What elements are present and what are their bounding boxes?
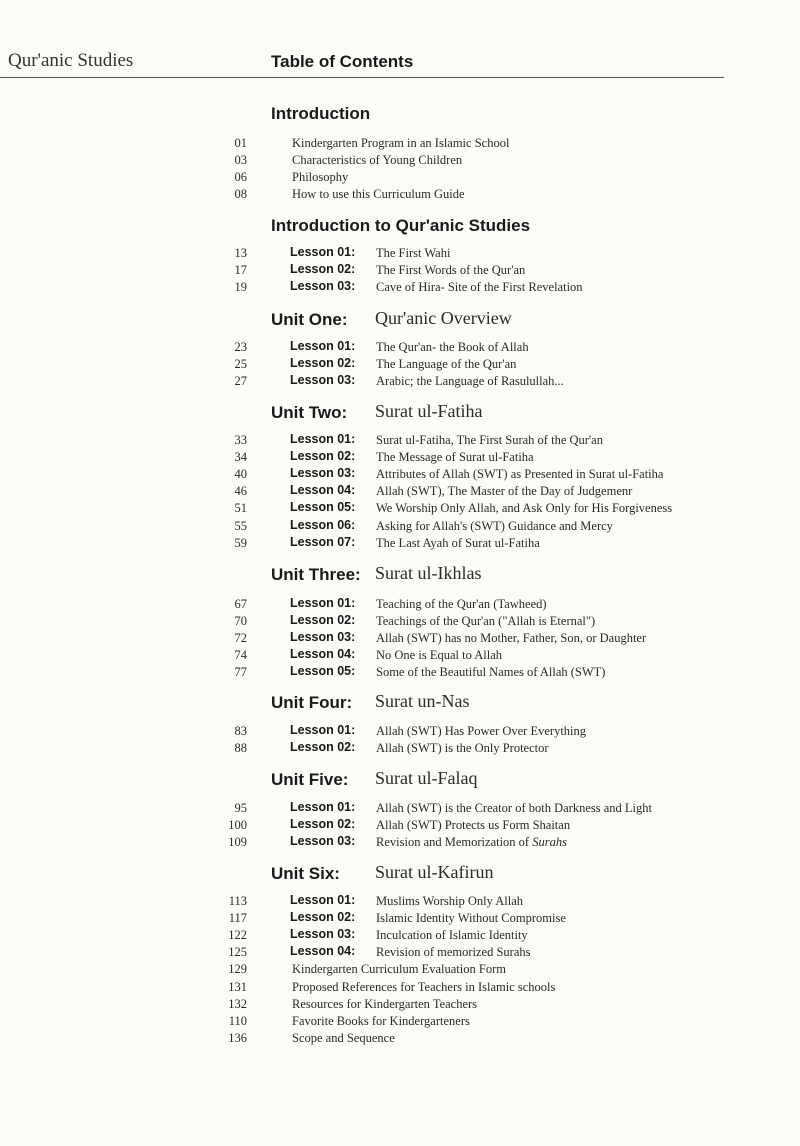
toc-lesson-label: Lesson 02:: [290, 613, 356, 628]
toc-entry[interactable]: [0, 536, 760, 553]
toc-entry[interactable]: [0, 433, 760, 450]
section-heading: [271, 691, 470, 717]
toc-entry[interactable]: [0, 467, 760, 484]
toc-entry-title: Muslims Worship Only Allah: [376, 894, 524, 908]
toc-entry-title: Resources for Kindergarten Teachers: [292, 996, 478, 1011]
toc-page-number: 34: [234, 450, 247, 465]
toc-entry[interactable]: [0, 263, 760, 280]
toc-entry[interactable]: [0, 835, 760, 852]
toc-entry[interactable]: [0, 357, 760, 374]
section-subtitle: Qur'anic Overview: [375, 308, 512, 328]
toc-page-number: 70: [234, 614, 247, 629]
toc-entry[interactable]: [0, 1014, 760, 1031]
toc-entry[interactable]: [0, 170, 760, 187]
toc-entry-title: Asking for Allah's (SWT) Guidance and Mercy: [376, 518, 613, 533]
toc-page-number: 40: [234, 467, 247, 482]
section-heading: [271, 563, 482, 589]
toc-entry-title: Attributes of Allah (SWT) as Presented in Surat ul-Fatiha: [376, 467, 664, 482]
toc-entry-title: Teaching of the Qur'an (Tawheed): [376, 597, 547, 611]
section-heading: [271, 308, 512, 334]
toc-page-number: 77: [234, 665, 247, 680]
toc-entry-title: No One is Equal to Allah: [376, 648, 503, 663]
toc-entry-title: Allah (SWT) is the Creator of both Darkness and Light: [376, 801, 652, 815]
toc-lesson-label: Lesson 04:: [290, 944, 356, 959]
toc-entry[interactable]: [0, 340, 760, 357]
toc-lesson-label: Lesson 01:: [290, 893, 356, 907]
toc-page-number: 113: [228, 894, 247, 908]
toc-entry[interactable]: [0, 597, 760, 614]
toc-entry-title: We Worship Only Allah, and Ask Only for His Forgiveness: [376, 501, 673, 516]
toc-lesson-label: Lesson 03:: [290, 373, 356, 388]
toc-entry[interactable]: [0, 997, 760, 1014]
toc-page-number: 03: [234, 153, 247, 168]
toc-page-number: 100: [228, 818, 247, 833]
toc-page-number: 117: [228, 911, 247, 926]
toc-entry[interactable]: [0, 801, 760, 818]
toc-entry[interactable]: [0, 450, 760, 467]
toc-lesson-label: Lesson 02:: [290, 910, 356, 925]
toc-lesson-label: Lesson 01:: [290, 339, 356, 353]
toc-entry-title: How to use this Curriculum Guide: [292, 187, 465, 202]
toc-page-number: 46: [234, 484, 247, 499]
running-header-title: Qur'anic Studies: [8, 50, 134, 71]
toc-entry[interactable]: [0, 1031, 760, 1048]
section-subtitle: Surat ul-Ikhlas: [375, 563, 482, 583]
toc-page-number: 95: [234, 801, 247, 815]
toc-page-number: 19: [234, 280, 247, 295]
toc-page-number: 06: [234, 170, 247, 185]
toc-entry[interactable]: [0, 246, 760, 263]
toc-entry-title: Allah (SWT) Protects us Form Shaitan: [376, 818, 571, 833]
toc-page-number: 17: [234, 263, 247, 278]
toc-lesson-label: Lesson 02:: [290, 817, 356, 832]
section-heading-label: Unit Five:: [271, 770, 349, 789]
section-subtitle: Surat ul-Falaq: [375, 768, 478, 788]
toc-entry-title: Islamic Identity Without Compromise: [376, 911, 566, 926]
toc-entry[interactable]: [0, 136, 760, 153]
toc-page-number: 01: [234, 136, 247, 150]
toc-entry-title: The First Words of the Qur'an: [376, 263, 526, 278]
toc-page-number: 13: [234, 246, 247, 260]
toc-entry[interactable]: [0, 648, 760, 665]
toc-entry[interactable]: [0, 187, 760, 204]
toc-entry[interactable]: [0, 724, 760, 741]
toc-lesson-label: Lesson 03:: [290, 630, 356, 645]
section-subtitle: Surat ul-Fatiha: [375, 401, 483, 421]
toc-entry-title: The Language of the Qur'an: [376, 357, 517, 372]
toc-page-number: 125: [228, 945, 247, 960]
toc-entry-title: Allah (SWT), The Master of the Day of Judgemenr: [376, 484, 633, 499]
toc-entry-title: Kindergarten Curriculum Evaluation Form: [292, 962, 506, 977]
section-subtitle: Surat ul-Kafirun: [375, 862, 494, 882]
toc-lesson-label: Lesson 01:: [290, 596, 356, 610]
toc-lesson-label: Lesson 03:: [290, 466, 356, 481]
toc-entry-title: The Qur'an- the Book of Allah: [376, 340, 529, 354]
toc-entry[interactable]: [0, 945, 760, 962]
toc-entry-title: Proposed References for Teachers in Islamic schools: [292, 979, 556, 994]
toc-lesson-label: Lesson 04:: [290, 483, 356, 498]
toc-entry[interactable]: [0, 374, 760, 391]
toc-entry-title: Allah (SWT) has no Mother, Father, Son, or Daughter: [376, 631, 647, 646]
toc-entry[interactable]: [0, 153, 760, 170]
toc-lesson-label: Lesson 04:: [290, 647, 356, 662]
toc-entry[interactable]: [0, 980, 760, 997]
toc-lesson-label: Lesson 02:: [290, 449, 356, 464]
section-heading-label: Unit Two:: [271, 403, 348, 422]
toc-entry-title: Favorite Books for Kindergarteners: [292, 1013, 470, 1028]
toc-entry[interactable]: [0, 631, 760, 648]
toc-page-number: 129: [228, 962, 247, 977]
toc-entry[interactable]: [0, 818, 760, 835]
toc-entry-title: Revision of memorized Surahs: [376, 945, 531, 960]
toc-page-number: 23: [234, 340, 247, 354]
toc-page-number: 72: [234, 631, 247, 646]
toc-page-number: 88: [234, 741, 247, 756]
section-heading: [271, 216, 530, 240]
section-heading-label: Unit Six:: [271, 864, 340, 883]
toc-page-number: 55: [234, 518, 247, 533]
toc-entry[interactable]: [0, 519, 760, 536]
toc-page-number: 33: [234, 433, 247, 447]
toc-lesson-label: Lesson 07:: [290, 534, 356, 549]
toc-entry-title: Some of the Beautiful Names of Allah (SWT): [376, 665, 606, 680]
toc-entry-title: Cave of Hira- Site of the First Revelation: [376, 280, 583, 295]
toc-page-number: 131: [228, 979, 247, 994]
toc-entry[interactable]: [0, 911, 760, 928]
section-heading-label: Introduction to Qur'anic Studies: [271, 216, 531, 235]
toc-page-number: 74: [234, 648, 247, 663]
toc-lesson-label: Lesson 01:: [290, 432, 356, 446]
toc-lesson-label: Lesson 05:: [290, 500, 356, 515]
toc-entry-title: The First Wahi: [376, 246, 451, 260]
toc-entry-title: Characteristics of Young Children: [292, 153, 463, 168]
toc-lesson-label: Lesson 02:: [290, 356, 356, 371]
section-heading-label: Unit Four:: [271, 693, 353, 712]
toc-page-number: 59: [234, 535, 247, 550]
toc-page-number: 110: [228, 1013, 247, 1028]
toc-entry[interactable]: [0, 665, 760, 682]
toc-lesson-label: Lesson 01:: [290, 723, 356, 737]
toc-page-number: 122: [228, 928, 247, 943]
toc-entry[interactable]: [0, 741, 760, 758]
section-heading: [271, 401, 483, 427]
toc-lesson-label: Lesson 06:: [290, 517, 356, 532]
toc-lesson-label: Lesson 05:: [290, 664, 356, 679]
toc-entry-title: Teachings of the Qur'an ("Allah is Eternal"): [376, 614, 596, 629]
toc-page-number: 109: [228, 835, 247, 850]
toc-entry-title: Scope and Sequence: [292, 1030, 395, 1045]
section-heading-label: Introduction: [271, 104, 371, 123]
section-heading-label: Unit Three:: [271, 565, 361, 584]
section-heading-label: Unit One:: [271, 310, 348, 329]
toc-entry-title: Philosophy: [292, 170, 349, 185]
toc-entry[interactable]: [0, 484, 760, 501]
toc-entry-title: The Message of Surat ul-Fatiha: [376, 450, 534, 465]
toc-lesson-label: Lesson 01:: [290, 245, 356, 259]
toc-entry[interactable]: [0, 280, 760, 297]
toc-page-number: 51: [234, 501, 247, 516]
toc-entry-title: Inculcation of Islamic Identity: [376, 928, 528, 943]
toc-entry-title: Revision and Memorization of Surahs: [376, 835, 567, 850]
toc-entry-title: Allah (SWT) is the Only Protector: [376, 741, 549, 756]
toc-lesson-label: Lesson 03:: [290, 279, 356, 294]
toc-lesson-label: Lesson 02:: [290, 262, 356, 277]
toc-page-number: 83: [234, 724, 247, 738]
toc-entry[interactable]: [0, 614, 760, 631]
toc-lesson-label: Lesson 03:: [290, 927, 356, 942]
toc-lesson-label: Lesson 02:: [290, 740, 356, 755]
toc-page-number: 132: [228, 996, 247, 1011]
toc-lesson-label: Lesson 03:: [290, 834, 356, 849]
page-title: Table of Contents: [271, 52, 414, 71]
toc-page-number: 08: [234, 187, 247, 202]
toc-page-number: 27: [234, 374, 247, 389]
toc-page-number: 136: [228, 1030, 247, 1045]
section-heading: [271, 862, 494, 888]
toc-page-number: 25: [234, 357, 247, 372]
toc-entry[interactable]: [0, 962, 760, 979]
toc-entry[interactable]: [0, 894, 760, 911]
section-heading: [271, 104, 370, 128]
toc-entry-title: The Last Ayah of Surat ul-Fatiha: [376, 535, 540, 550]
toc-entry-title: Arabic; the Language of Rasulullah...: [376, 374, 564, 389]
toc-entry[interactable]: [0, 501, 760, 518]
toc-entry-title: Allah (SWT) Has Power Over Everything: [376, 724, 587, 738]
section-heading: [271, 768, 478, 794]
toc-entry[interactable]: [0, 928, 760, 945]
section-subtitle: Surat un-Nas: [375, 691, 470, 711]
toc-entry-title: Surat ul-Fatiha, The First Surah of the Qur'an: [376, 433, 603, 447]
toc-entry-title: Kindergarten Program in an Islamic School: [292, 136, 510, 150]
toc-page-number: 67: [234, 597, 247, 611]
toc-lesson-label: Lesson 01:: [290, 800, 356, 814]
